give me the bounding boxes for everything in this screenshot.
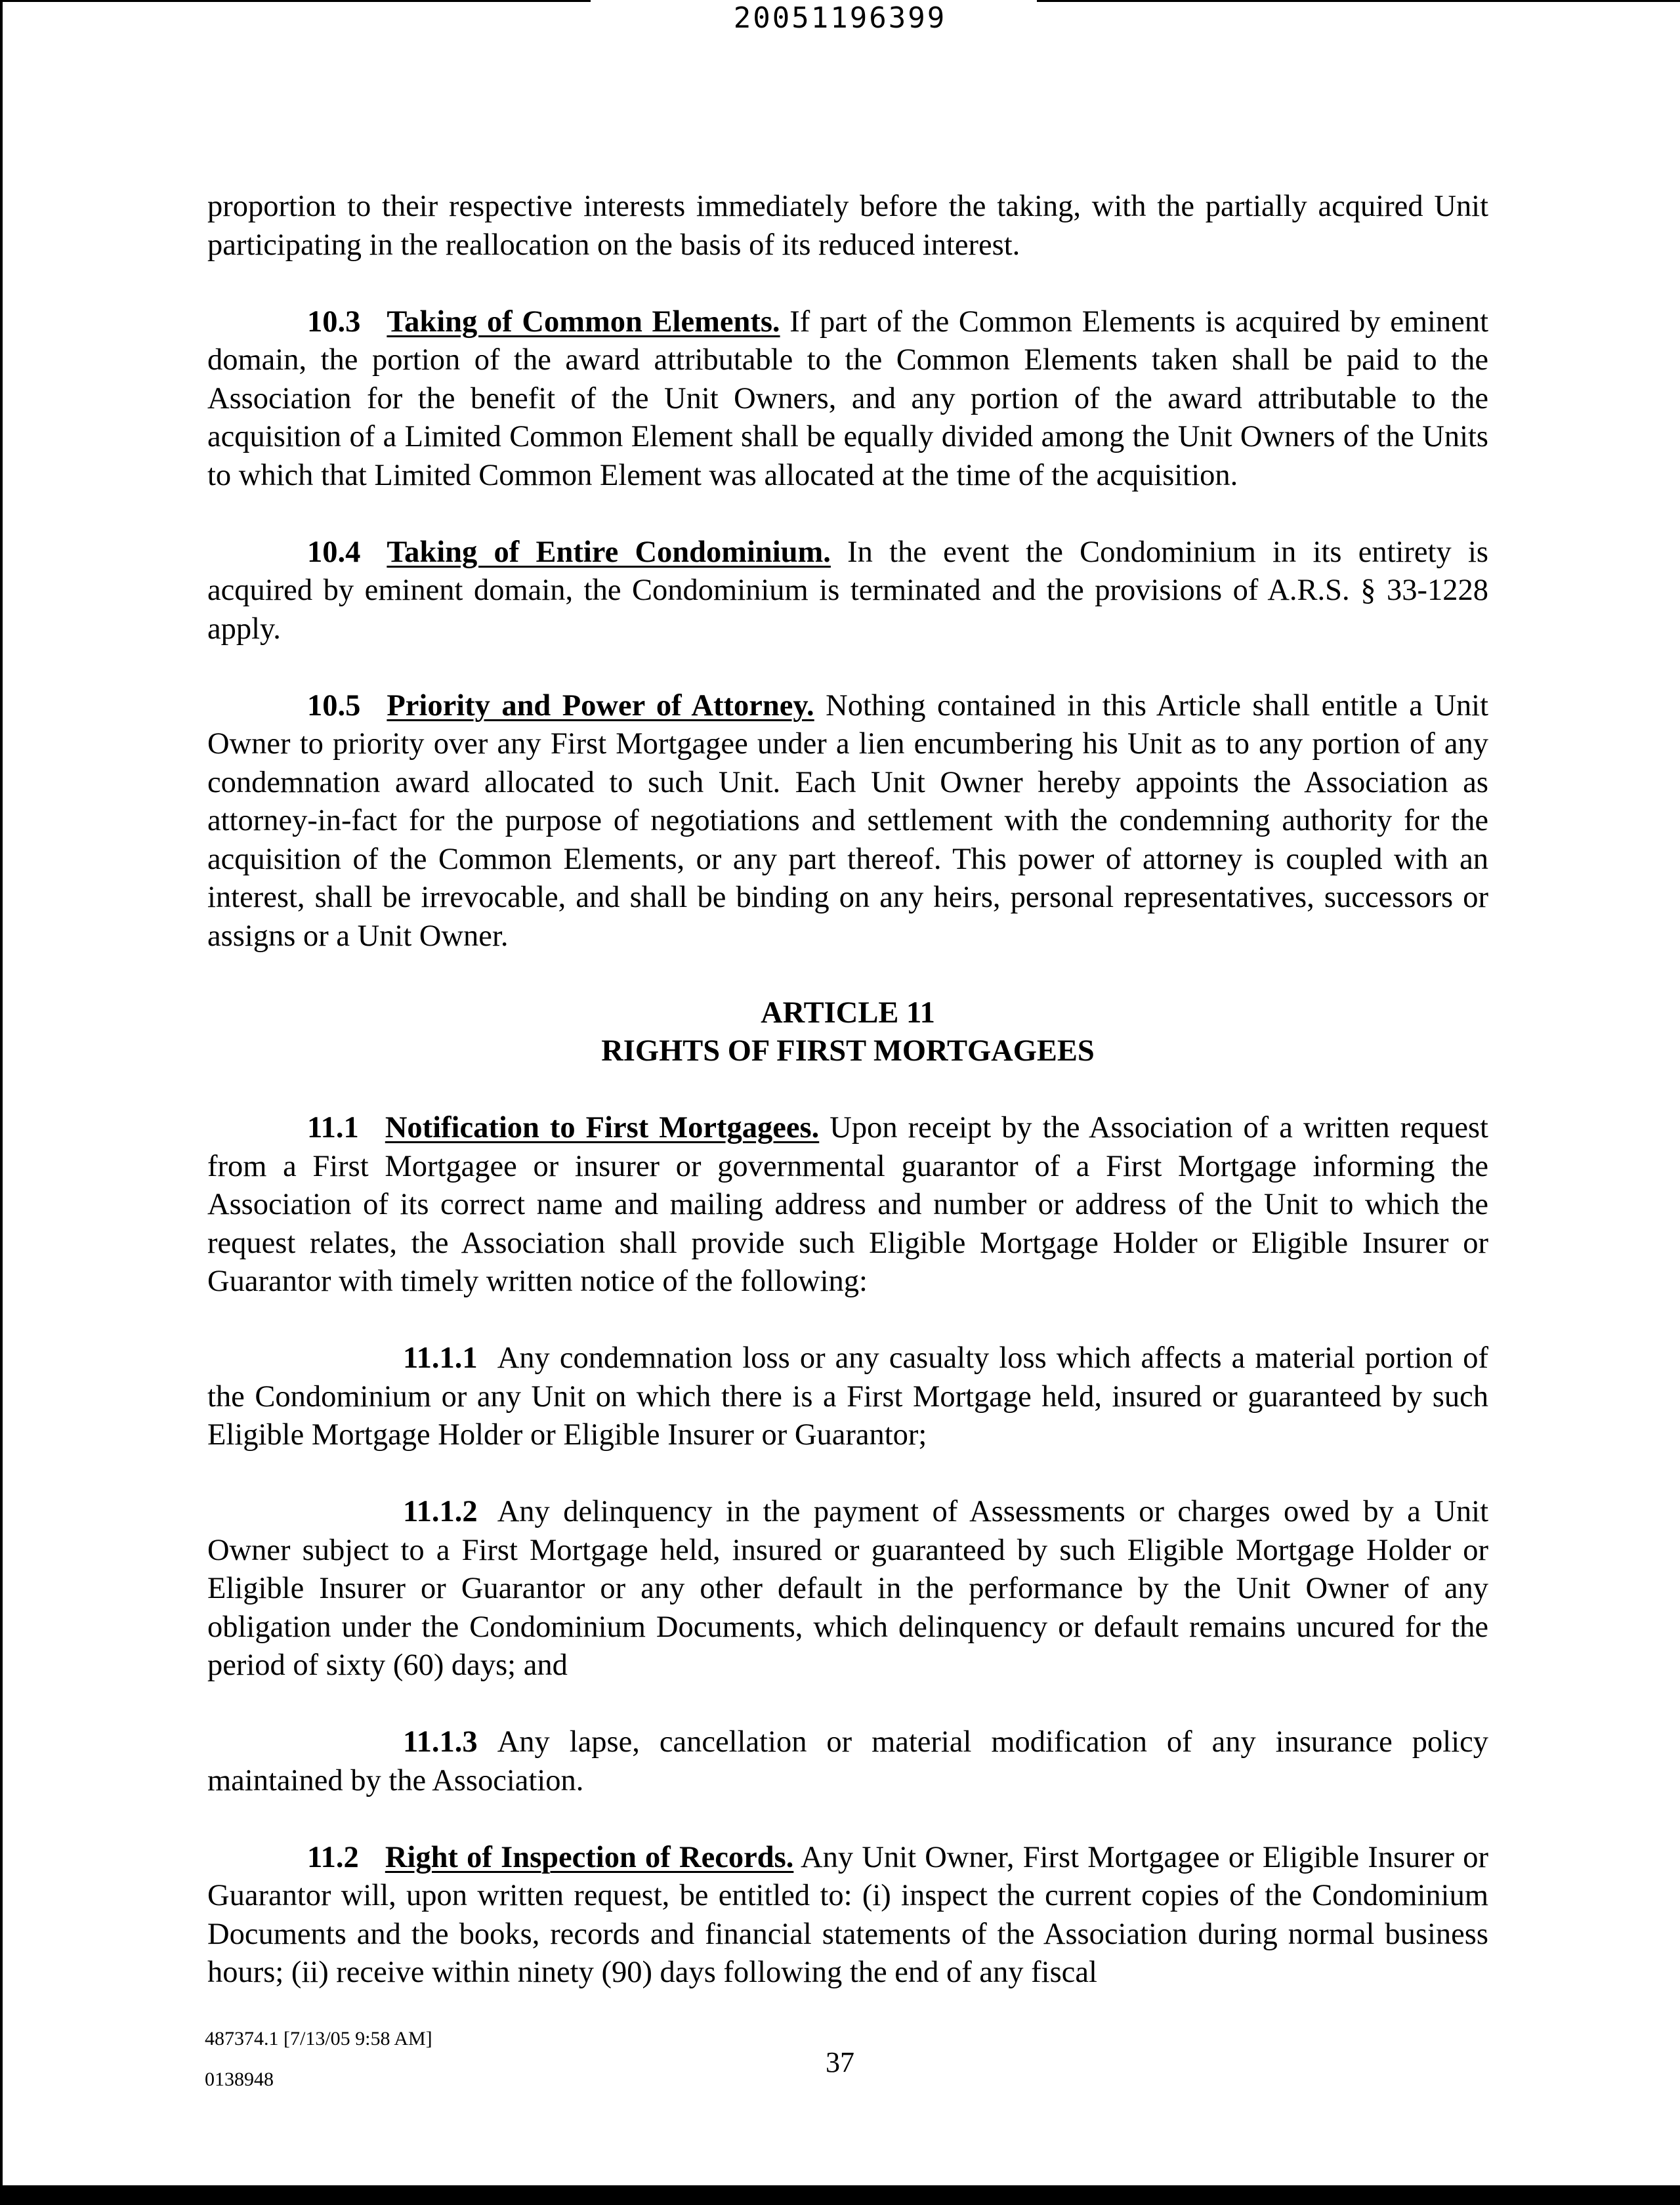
section-number: 10.5	[307, 688, 361, 723]
article-heading	[207, 994, 1488, 1071]
section-11-1-3	[207, 1723, 1488, 1800]
section-10-3	[207, 303, 1488, 495]
footer-doc-ref: 487374.1 [7/13/05 9:58 AM]	[205, 2028, 432, 2049]
section-heading: Right of Inspection of Records.	[385, 1840, 794, 1874]
article-number: ARTICLE 11	[761, 996, 935, 1030]
section-number: 11.1	[307, 1111, 359, 1144]
article-title: RIGHTS OF FIRST MORTGAGEES	[601, 1034, 1095, 1068]
section-heading: Priority and Power of Attorney.	[387, 688, 814, 723]
section-11-1	[207, 1109, 1488, 1301]
section-11-2	[207, 1839, 1488, 1992]
section-number: 10.4	[307, 535, 361, 569]
section-heading: Notification to First Mortgagees.	[385, 1111, 820, 1144]
subsection-number: 11.1.2	[403, 1495, 478, 1528]
subsection-number: 11.1.3	[403, 1725, 478, 1759]
scan-left-edge	[0, 0, 3, 2205]
paragraph-continuation: proportion to their respective interests immediately before the taking, with the partially acquired Unit participating in the reallocation on the basis of its reduced interest.	[207, 190, 1488, 262]
section-10-5	[207, 687, 1488, 956]
section-11-1-1	[207, 1339, 1488, 1455]
subsection-number: 11.1.1	[403, 1341, 478, 1375]
section-text: If part of the Common Elements is acquired by eminent domain, the portion of the award attributable to the Common Elements taken shall be paid to the Association for the benefit of the Unit Owners, and any portion of the award attributable to the acquisition of a Limited Common Element shall be equally divided among the Unit Owners of the Units to which that Limited Common Element was allocated at the time of the acquisition.	[207, 304, 1488, 492]
section-text: Upon receipt by the Association of a written request from a First Mortgagee or insurer or governmental guarantor of a First Mortgage informing the Association of its correct name and mailing address and number or address of the Unit to which the request relates, the Association shall provide such Eligible Mortgage Holder or Eligible Insurer or Guarantor with timely written notice of the following:	[207, 1111, 1488, 1298]
section-text: Any Unit Owner, First Mortgagee or Eligible Insurer or Guarantor will, upon written request, be entitled to: (i) inspect the current copies of the Condominium Documents and the books, records and financial statements of the Association during normal business hours; (ii) receive within ninety (90) days following the end of any fiscal	[207, 1840, 1488, 1989]
subsection-text: Any lapse, cancellation or material modification of any insurance policy maintained by the Association.	[207, 1725, 1488, 1797]
section-heading: Taking of Entire Condominium.	[387, 535, 831, 569]
section-number: 11.2	[307, 1840, 359, 1874]
scan-bottom-bar	[0, 2185, 1680, 2205]
document-body	[207, 188, 1488, 1992]
section-10-4	[207, 534, 1488, 649]
recording-number: 20051196399	[733, 1, 947, 35]
section-text: Nothing contained in this Article shall entitle a Unit Owner to priority over any First Mortgagee under a lien encumbering his Unit as to any portion of any condemnation award allocated to such Unit. Each Unit Owner hereby appoints the Association as attorney-in-fact for the purpose of negotiations and settlement with the condemning authority for the acquisition of the Common Elements, or any part thereof. This power of attorney is coupled with an interest, shall be irrevocable, and shall be binding on any heirs, personal representatives, successors or assigns or a Unit Owner.	[207, 688, 1488, 953]
section-number: 10.3	[307, 304, 361, 339]
subsection-text: Any delinquency in the payment of Assessments or charges owed by a Unit Owner subject to a First Mortgage held, insured or guaranteed by such Eligible Mortgage Holder or Eligible Insurer or Guarantor or any other default in the performance by the Unit Owner of any obligation under the Condominium Documents, which delinquency or default remains uncured for the period of sixty (60) days; and	[207, 1495, 1488, 1682]
section-text: In the event the Condominium in its entirety is acquired by eminent domain, the Condominium is terminated and the provisions of A.R.S. § 33-1228 apply.	[207, 535, 1488, 646]
footer-file-number: 0138948	[205, 2068, 274, 2090]
subsection-text: Any condemnation loss or any casualty loss which affects a material portion of the Condominium or any Unit on which there is a First Mortgage held, insured or guaranteed by such Eligible Mortgage Holder or Eligible Insurer or Guarantor;	[207, 1341, 1488, 1452]
page-number: 37	[826, 2046, 854, 2078]
section-11-1-2	[207, 1493, 1488, 1685]
section-heading: Taking of Common Elements.	[387, 304, 780, 339]
